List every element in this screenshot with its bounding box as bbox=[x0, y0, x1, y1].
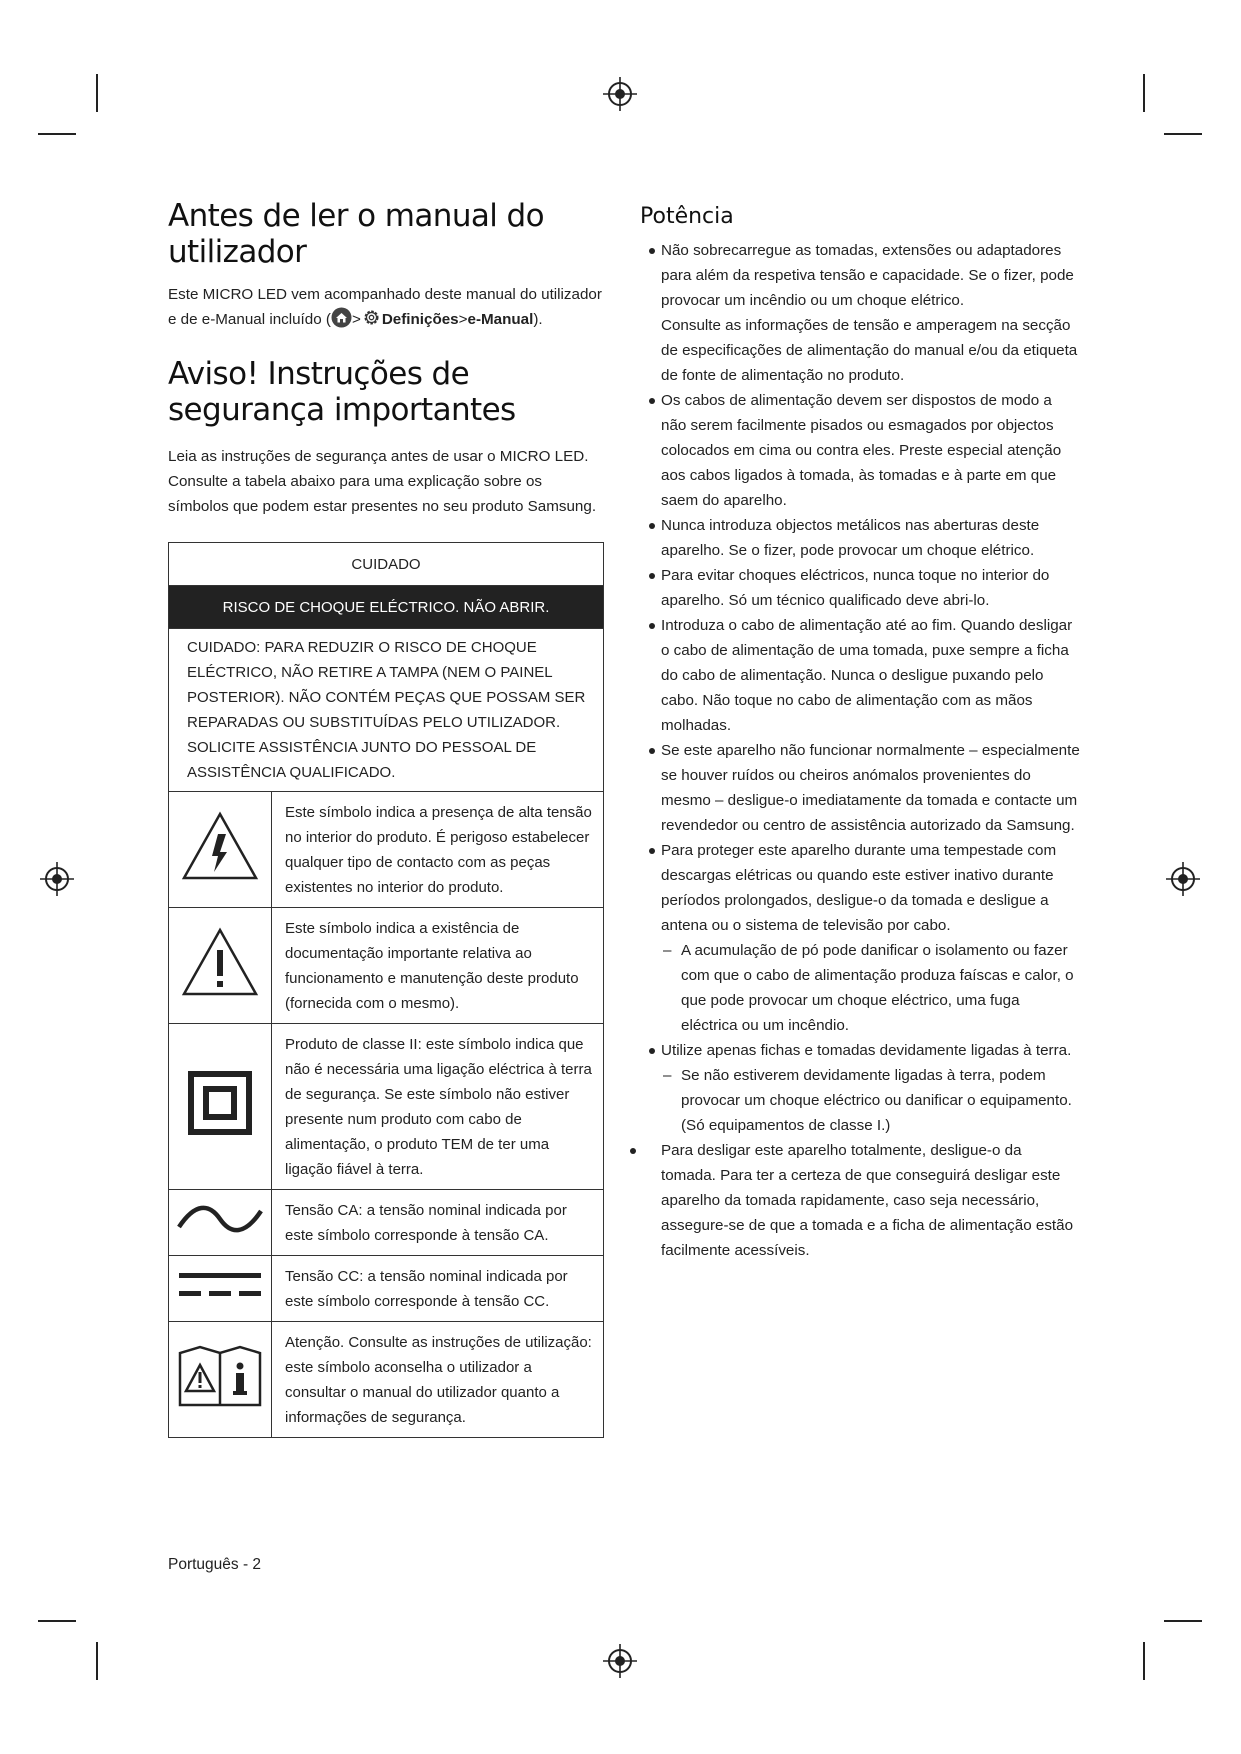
ac-voltage-wave-icon bbox=[175, 1201, 265, 1237]
intro-text: Este MICRO LED vem acompanhado deste manual do utilizador e de e-Manual incluído ( bbox=[168, 286, 602, 328]
table-row bbox=[169, 908, 604, 1024]
settings-menu-label: Definições bbox=[381, 311, 459, 328]
symbol-description: Este símbolo indica a presença de alta tensão no interior do produto. É perigoso estabelecer qualquer tipo de contacto com as peças existentes no interior do produto. bbox=[272, 792, 604, 908]
crop-mark bbox=[1143, 74, 1145, 112]
sub-item-note: (Só equipamentos de classe I.) bbox=[681, 1117, 891, 1134]
table-row bbox=[169, 1190, 604, 1256]
symbol-description: Atenção. Consulte as instruções de utilização: este símbolo aconselha o utilizador a consultar o manual do utilizador quanto a informações de segurança. bbox=[272, 1322, 604, 1438]
intro-paragraph bbox=[168, 282, 604, 332]
menu-separator: > bbox=[351, 311, 361, 328]
caution-warning-text: CUIDADO: PARA REDUZIR O RISCO DE CHOQUE ELÉCTRICO, NÃO RETIRE A TAMPA (NEM O PAINEL POSTERIOR). NÃO CONTÉM PEÇAS QUE POSSAM SER REPARADAS OU SUBSTITUÍDAS PELO UTILIZADOR. SOLICITE ASSISTÊNCIA JUNTO DO PESSOAL DE ASSISTÊNCIA QUALIFICADO. bbox=[169, 629, 604, 792]
bullet-text: Para proteger este aparelho durante uma tempestade com descargas elétricas ou quando este estiver inativo durante períodos prolongados, desligue-o da tomada e desligue a antena ou o sistema de televisão por cabo. bbox=[661, 842, 1057, 934]
crop-mark bbox=[38, 1620, 76, 1622]
power-bullet-list bbox=[640, 238, 1080, 1263]
caution-header: CUIDADO bbox=[169, 543, 604, 586]
dc-voltage-lines-icon bbox=[175, 1267, 265, 1303]
bullet-continuation: Consulte as informações de tensão e amperagem na secção de especificações de alimentação do manual e/ou da etiqueta de fonte de alimentação no produto. bbox=[661, 317, 1078, 384]
right-column bbox=[640, 204, 1080, 1263]
list-item bbox=[640, 838, 1080, 1038]
sub-item: – Se não estiverem devidamente ligadas à terra, podem provocar um choque eléctrico ou danificar o equipamento. bbox=[663, 1067, 1072, 1109]
page-footer: Português - 2 bbox=[168, 1556, 262, 1573]
crop-mark bbox=[1164, 133, 1202, 135]
bullet-text: Não sobrecarregue as tomadas, extensões ou adaptadores para além da respetiva tensão e capacidade. Se o fizer, pode provocar um incêndio ou um choque elétrico. bbox=[661, 242, 1074, 309]
list-item: Se este aparelho não funcionar normalmente – especialmente se houver ruídos ou cheiros anómalos provenientes do mesmo – desligue-o imediatamente da tomada e contacte um revendedor ou centro de assistência autorizado da Samsung. bbox=[640, 738, 1080, 838]
registration-mark-icon bbox=[1166, 862, 1200, 896]
emanual-menu-label: e-Manual bbox=[467, 311, 534, 328]
list-item bbox=[640, 238, 1080, 388]
read-instructions-paragraph: Leia as instruções de segurança antes de usar o MICRO LED. Consulte a tabela abaixo para uma explicação sobre os símbolos que podem estar presentes no seu produto Samsung. bbox=[168, 448, 597, 515]
consult-manual-book-icon bbox=[176, 1343, 264, 1409]
registration-mark-icon bbox=[603, 1644, 637, 1678]
safety-symbols-table bbox=[168, 542, 604, 1438]
crop-mark bbox=[96, 1642, 98, 1680]
symbol-description: Produto de classe II: este símbolo indica que não é necessária uma ligação eléctrica à terra de segurança. Se este símbolo não estiver presente num produto com cabo de alimentação, o produto TEM de ter uma ligação fiável à terra. bbox=[272, 1024, 604, 1190]
list-item bbox=[640, 1038, 1080, 1138]
crop-mark bbox=[1164, 1620, 1202, 1622]
intro-suffix: ). bbox=[533, 311, 543, 328]
gear-icon bbox=[361, 307, 382, 328]
registration-mark-icon bbox=[603, 77, 637, 111]
menu-separator: > bbox=[458, 311, 468, 328]
exclamation-warning-icon bbox=[180, 926, 260, 998]
list-item: Para desligar este aparelho totalmente, desligue-o da tomada. Para ter a certeza de que conseguirá desligar este aparelho da tomada rapidamente, caso seja necessário, assegure-se de que a tomada e a ficha de alimentação estão facilmente acessíveis. bbox=[630, 1138, 1080, 1263]
home-icon bbox=[331, 307, 352, 328]
table-row bbox=[169, 1024, 604, 1190]
left-column bbox=[168, 198, 604, 1438]
list-item: Introduza o cabo de alimentação até ao fim. Quando desligar o cabo de alimentação de uma tomada, puxe sempre a ficha do cabo de alimentação. Nunca o desligue puxando pelo cabo. Não toque no cabo de alimentação com as mãos molhadas. bbox=[640, 613, 1080, 738]
sub-item-text: A acumulação de pó pode danificar o isolamento ou fazer com que o cabo de alimentação produza faíscas e calor, o que pode provocar um choque eléctrico, uma fuga eléctrica ou um incêndio. bbox=[681, 942, 1074, 1034]
crop-mark bbox=[38, 133, 76, 135]
bullet-text: Utilize apenas fichas e tomadas devidamente ligadas à terra. bbox=[661, 1042, 1072, 1059]
table-row bbox=[169, 1256, 604, 1322]
crop-mark bbox=[1143, 1642, 1145, 1680]
list-item: Para evitar choques eléctricos, nunca toque no interior do aparelho. Só um técnico qualificado deve abri-lo. bbox=[640, 563, 1080, 613]
shock-risk-banner: RISCO DE CHOQUE ELÉCTRICO. NÃO ABRIR. bbox=[169, 586, 604, 629]
table-row bbox=[169, 1322, 604, 1438]
page-title: Antes de ler o manual do utilizador bbox=[168, 198, 544, 270]
table-row bbox=[169, 792, 604, 908]
high-voltage-warning-icon bbox=[180, 810, 260, 882]
class-ii-double-square-icon bbox=[187, 1070, 253, 1136]
crop-mark bbox=[96, 74, 98, 112]
section-title-potencia: Potência bbox=[640, 204, 734, 229]
list-item: Nunca introduza objectos metálicos nas aberturas deste aparelho. Se o fizer, pode provocar um choque elétrico. bbox=[640, 513, 1080, 563]
list-item: Os cabos de alimentação devem ser dispostos de modo a não serem facilmente pisados ou esmagados por objectos colocados em cima ou contra eles. Preste especial atenção aos cabos ligados à tomada, às tomadas e à parte em que saem do aparelho. bbox=[640, 388, 1080, 513]
symbol-description: Este símbolo indica a existência de documentação importante relativa ao funcionamento e manutenção deste produto (fornecida com o mesmo). bbox=[272, 908, 604, 1024]
sub-item-text: Se não estiverem devidamente ligadas à terra, podem provocar um choque eléctrico ou danificar o equipamento. bbox=[681, 1067, 1072, 1109]
safety-heading: Aviso! Instruções de segurança importantes bbox=[168, 356, 516, 428]
sub-item: – A acumulação de pó pode danificar o isolamento ou fazer com que o cabo de alimentação produza faíscas e calor, o que pode provocar um choque eléctrico, uma fuga eléctrica ou um incêndio. bbox=[663, 942, 1074, 1034]
symbol-description: Tensão CA: a tensão nominal indicada por este símbolo corresponde à tensão CA. bbox=[272, 1190, 604, 1256]
symbol-description: Tensão CC: a tensão nominal indicada por este símbolo corresponde à tensão CC. bbox=[272, 1256, 604, 1322]
registration-mark-icon bbox=[40, 862, 74, 896]
